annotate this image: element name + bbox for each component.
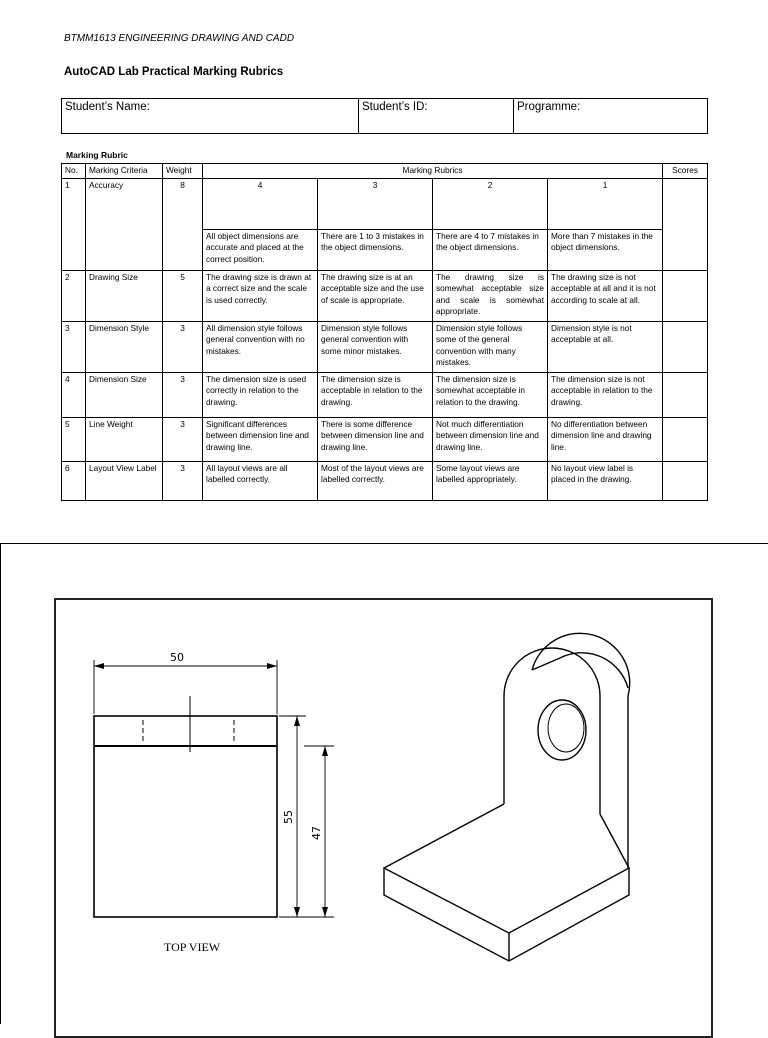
rubric-header-row <box>62 164 708 179</box>
row-criteria: Layout View Label <box>86 461 163 500</box>
student-name-field[interactable]: Student’s Name: <box>62 99 359 134</box>
page-edge <box>0 543 1 1024</box>
rubric-heading: Marking Rubric <box>66 150 128 160</box>
level-1-cell: Dimension style is not acceptable at all. <box>548 321 663 372</box>
level-4-cell: All dimension style follows general convention with no mistakes. <box>203 321 318 372</box>
level-3-cell: The drawing size is at an acceptable size and the use of scale is appropriate. <box>318 270 433 321</box>
row-criteria: Drawing Size <box>86 270 163 321</box>
isometric-view <box>384 633 630 961</box>
col-criteria: Marking Criteria <box>86 164 163 179</box>
level-4-header: 4 <box>203 178 318 229</box>
inner-height-dimension-label: 47 <box>310 826 323 840</box>
level-2-cell: The drawing size is somewhat acceptable size and scale is somewhat appropriate. <box>433 270 548 321</box>
document-title: AutoCAD Lab Practical Marking Rubrics <box>64 66 284 78</box>
row-weight: 3 <box>163 372 203 417</box>
level-3-cell: The dimension size is acceptable in relation to the drawing. <box>318 372 433 417</box>
level-3-cell: Most of the layout views are labelled correctly. <box>318 461 433 500</box>
score-cell[interactable] <box>663 461 708 500</box>
outer-height-dimension-label: 55 <box>282 810 295 824</box>
rubric-table <box>61 163 708 501</box>
col-scores: Scores <box>663 164 708 179</box>
level-4-cell: All object dimensions are accurate and placed at the correct position. <box>203 229 318 270</box>
row-weight: 3 <box>163 461 203 500</box>
row-no: 5 <box>62 417 86 461</box>
row-criteria: Accuracy <box>86 178 163 270</box>
row-weight: 3 <box>163 417 203 461</box>
level-1-cell: The dimension size is not acceptable in relation to the drawing. <box>548 372 663 417</box>
level-2-cell: Not much differentiation between dimension line and drawing line. <box>433 417 548 461</box>
level-4-cell: The dimension size is used correctly in relation to the drawing. <box>203 372 318 417</box>
row-weight: 8 <box>163 178 203 270</box>
score-cell[interactable] <box>663 178 708 270</box>
row-no: 4 <box>62 372 86 417</box>
level-2-cell: Dimension style follows some of the general convention with many mistakes. <box>433 321 548 372</box>
width-dimension-label: 50 <box>170 651 184 664</box>
score-cell[interactable] <box>663 417 708 461</box>
row-no: 1 <box>62 178 86 270</box>
level-3-header: 3 <box>318 178 433 229</box>
level-4-cell: Significant differences between dimension line and drawing line. <box>203 417 318 461</box>
level-3-cell: There is some difference between dimension line and drawing line. <box>318 417 433 461</box>
level-2-cell: Some layout views are labelled appropriately. <box>433 461 548 500</box>
table-row <box>62 321 708 372</box>
table-row <box>62 417 708 461</box>
row-criteria: Dimension Size <box>86 372 163 417</box>
level-2-header: 2 <box>433 178 548 229</box>
student-info-table <box>61 98 708 134</box>
row-criteria: Line Weight <box>86 417 163 461</box>
score-cell[interactable] <box>663 372 708 417</box>
view-label: TOP VIEW <box>164 940 221 954</box>
table-row <box>62 178 708 229</box>
row-criteria: Dimension Style <box>86 321 163 372</box>
level-1-header: 1 <box>548 178 663 229</box>
row-no: 2 <box>62 270 86 321</box>
table-row <box>62 270 708 321</box>
row-weight: 3 <box>163 321 203 372</box>
programme-field[interactable]: Programme: <box>514 99 708 134</box>
level-4-cell: All layout views are all labelled correctly. <box>203 461 318 500</box>
top-view-drawing <box>94 660 334 917</box>
score-cell[interactable] <box>663 270 708 321</box>
level-3-cell: There are 1 to 3 mistakes in the object dimensions. <box>318 229 433 270</box>
level-2-cell: The dimension size is somewhat acceptable in relation to the drawing. <box>433 372 548 417</box>
table-row <box>62 461 708 500</box>
page-divider <box>0 543 768 544</box>
row-no: 3 <box>62 321 86 372</box>
engineering-drawing <box>54 598 768 1024</box>
level-3-cell: Dimension style follows general convention with some minor mistakes. <box>318 321 433 372</box>
score-cell[interactable] <box>663 321 708 372</box>
level-2-cell: There are 4 to 7 mistakes in the object dimensions. <box>433 229 548 270</box>
level-1-cell: No layout view label is placed in the drawing. <box>548 461 663 500</box>
level-1-cell: The drawing size is not acceptable at all and it is not according to scale at all. <box>548 270 663 321</box>
level-4-cell: The drawing size is drawn at a correct size and the scale is used correctly. <box>203 270 318 321</box>
col-rubrics: Marking Rubrics <box>203 164 663 179</box>
col-weight: Weight <box>163 164 203 179</box>
row-weight: 5 <box>163 270 203 321</box>
level-1-cell: No differentiation between dimension line and drawing line. <box>548 417 663 461</box>
level-1-cell: More than 7 mistakes in the object dimensions. <box>548 229 663 270</box>
col-no: No. <box>62 164 86 179</box>
student-id-field[interactable]: Student’s ID: <box>359 99 514 134</box>
course-code: BTMM1613 ENGINEERING DRAWING AND CADD <box>64 33 295 44</box>
row-no: 6 <box>62 461 86 500</box>
table-row <box>62 372 708 417</box>
